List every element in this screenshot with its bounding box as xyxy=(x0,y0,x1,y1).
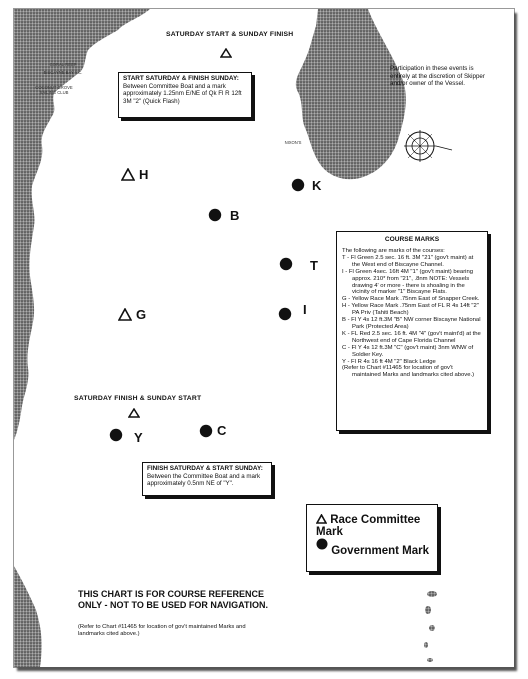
legend-box xyxy=(306,504,438,572)
triangle-icon xyxy=(316,514,327,524)
course-marks-intro: The following are marks of the courses: xyxy=(342,248,445,254)
course-mark-item: Y - Fl R 4s 16 ft 4M "2" Black Ledge xyxy=(342,358,436,365)
start-saturday-box xyxy=(118,72,252,118)
course-marks-list xyxy=(342,255,482,379)
filled-circle-icon xyxy=(316,538,328,550)
key-islet xyxy=(429,625,435,631)
legend-government-label: Government Mark xyxy=(331,545,429,557)
legend-race-committee-label: Race Committee Mark xyxy=(316,514,421,538)
course-mark-item: K - FL Red 2.5 sec. 16 ft. 4M "4" (gov't maint'd) at the Northwest end of Cape Florida Channel xyxy=(342,330,481,344)
government-mark-icon xyxy=(278,307,292,321)
start-saturday-title: START SATURDAY & FINISH SUNDAY: xyxy=(123,75,239,82)
race-committee-boat-top-icon xyxy=(220,45,232,63)
start-saturday-text: Between Committee Boat and a mark approximately 1.25nm E/NE of Qk Fl R 12ft 3M "2" (Quick Flash) xyxy=(123,82,242,105)
course-mark-item: C - Fl Y 4s 12 ft.3M "C" (gov't maint) 3nm WNW of Soldier Key. xyxy=(342,344,474,358)
mark-label: I xyxy=(303,302,307,317)
course-mark-item: (Refer to Chart #11465 for location of gov't maintained Marks and landmarks cited above.) xyxy=(342,365,475,379)
course-mark-item: I - Fl Green 4sec. 16ft 4M "1" (gov't maint) bearing approx. 210* from "21", .8nm NOTE: Vessels drawing 4' or more - there is shoaling in the vicinity of marker "1" Biscayne Flats. xyxy=(342,268,474,296)
coconut-grove-label: COCONUT GROVE SAILING CLUB xyxy=(35,85,73,95)
participation-note: Participation in these events is entirely at the discretion of Skipper and/or owner of the Vessel. xyxy=(390,65,485,88)
key-islet xyxy=(424,642,428,648)
race-committee-mark-icon xyxy=(118,308,132,322)
finish-saturday-title: FINISH SATURDAY & START SUNDAY: xyxy=(147,465,263,472)
course-marks-title: COURSE MARKS xyxy=(384,236,440,243)
chart-reference-note: (Refer to Chart #11465 for location of gov't maintained Marks and landmarks cited above.) xyxy=(78,624,246,637)
mark-label: C xyxy=(217,423,227,438)
mark-label: Y xyxy=(134,430,143,445)
saturday-finish-sunday-start-label: SATURDAY FINISH & SUNDAY START xyxy=(74,395,202,402)
course-mark-item: B - Fl Y 4s 12 ft.3M "B" NW corner Biscayne National Park (Protected Area) xyxy=(342,317,481,330)
biscayne-bay-yc-label: BISCAYNE BAY Y.C. xyxy=(43,70,83,75)
legend-government-row xyxy=(316,538,429,557)
finish-saturday-text: Between the Committee Boat and a mark approximately 0.5nm NE of "Y". xyxy=(147,472,261,488)
government-mark-icon xyxy=(279,257,293,271)
course-mark-item: T - Fl Green 2.5 sec. 16 ft. 3M "21" (gov't maint) at the West end of Biscayne Channel. xyxy=(342,254,474,268)
coral-reef-label: CORAL REEF xyxy=(49,62,77,67)
southwest-shore xyxy=(14,566,42,667)
mark-label: H xyxy=(139,167,149,182)
compass-rose-icon xyxy=(404,130,452,162)
course-marks-box xyxy=(336,231,488,431)
mark-label: B xyxy=(230,208,240,223)
race-committee-mark-icon xyxy=(121,168,135,182)
key-islet xyxy=(425,606,431,614)
key-islet xyxy=(427,658,433,662)
mark-label: G xyxy=(136,307,147,322)
finish-saturday-box xyxy=(142,462,272,496)
nixons-label: NIXON'S xyxy=(284,140,302,145)
government-mark-icon xyxy=(291,178,305,192)
government-mark-icon xyxy=(208,208,222,222)
mark-label: T xyxy=(310,258,318,273)
key-islet xyxy=(427,591,437,597)
government-mark-icon xyxy=(199,424,213,438)
navigation-disclaimer: THIS CHART IS FOR COURSE REFERENCE ONLY - NOT TO BE USED FOR NAVIGATION. xyxy=(78,589,269,610)
government-mark-icon xyxy=(109,428,123,442)
race-committee-boat-bottom-icon xyxy=(128,405,140,423)
saturday-start-sunday-finish-label: SATURDAY START & SUNDAY FINISH xyxy=(166,31,294,38)
course-mark-item: G - Yellow Race Mark .75nm East of Snapper Creek. xyxy=(342,296,480,303)
legend-race-committee-row xyxy=(316,514,437,538)
course-mark-item: H - Yellow Race Mark .75nm East of FL R 4s 14ft "2" PA Priv (Tahiti Beach) xyxy=(342,303,479,317)
mark-label: K xyxy=(312,178,322,193)
